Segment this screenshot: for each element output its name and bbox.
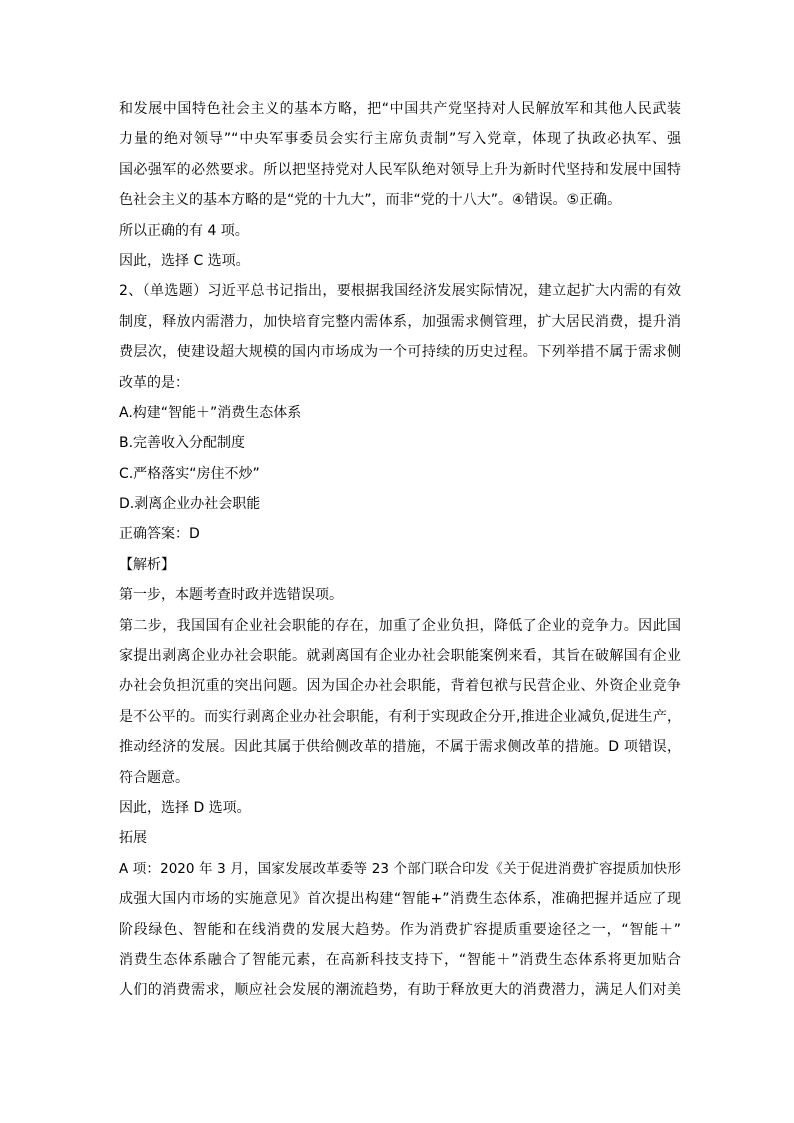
text-line: 改革的是： xyxy=(119,374,189,391)
text-line: 因此，选择 C 选项。 xyxy=(119,252,250,269)
text-line: 正确答案：D xyxy=(119,526,200,543)
text-line: 成强大国内市场的实施意见》首次提出构建“智能+”消费生态体系，准确把握并适应了现 xyxy=(119,891,681,908)
text-line: C.严格落实“房住不炒” xyxy=(119,465,260,482)
text-line: 推动经济的发展。因此其属于供给侧改革的措施，不属于需求侧改革的措施。D 项错误， xyxy=(119,739,681,756)
text-line: 第二步，我国国有企业社会职能的存在，加重了企业负担，降低了企业的竞争力。因此国 xyxy=(119,617,681,634)
text-line: A.构建“智能＋”消费生态体系 xyxy=(119,404,302,421)
text-line: 费层次，使建设超大规模的国内市场成为一个可持续的历史过程。下列举措不属于需求侧 xyxy=(119,344,681,361)
text-line: 办社会负担沉重的突出问题。因为国企办社会职能，背着包袱与民营企业、外资企业竞争 xyxy=(119,678,681,695)
text-line: 【解析】 xyxy=(119,556,175,573)
text-line: B.完善收入分配制度 xyxy=(119,435,246,452)
text-line: D.剥离企业办社会职能 xyxy=(119,496,261,513)
text-line: 符合题意。 xyxy=(119,769,189,786)
text-line: 所以正确的有 4 项。 xyxy=(119,222,249,239)
text-line: 色社会主义的基本方略的是“党的十九大”，而非“党的十八大”。④错误。⑤正确。 xyxy=(119,192,622,209)
text-line: 阶段绿色、智能和在线消费的发展大趋势。作为消费扩容提质重要途径之一，“智能＋” xyxy=(119,921,681,938)
text-line: A 项：2020 年 3 月，国家发展改革委等 23 个部门联合印发《关于促进消费扩容提质加快形 xyxy=(119,860,681,877)
text-line: 家提出剥离企业办社会职能。就剥离国有企业办社会职能案例来看，其旨在破解国有企业 xyxy=(119,648,681,665)
document-body xyxy=(119,94,681,1006)
text-line: 制度，释放内需潜力，加快培育完整内需体系，加强需求侧管理，扩大居民消费，提升消 xyxy=(119,313,681,330)
text-line: 力量的绝对领导”“中央军事委员会实行主席负责制”写入党章，体现了执政必执军、强 xyxy=(119,131,681,148)
text-line: 是不公平的。而实行剥离企业办社会职能，有利于实现政企分开,推进企业减负,促进生产， xyxy=(119,708,681,725)
text-line: 消费生态体系融合了智能元素，在高新科技支持下，“智能＋”消费生态体系将更加贴合 xyxy=(119,951,681,968)
text-line: 和发展中国特色社会主义的基本方略，把“中国共产党坚持对人民解放军和其他人民武装 xyxy=(119,101,681,117)
text-line: 因此，选择 D 选项。 xyxy=(119,799,251,816)
text-line: 国必强军的必然要求。所以把坚持党对人民军队绝对领导上升为新时代坚持和发展中国特 xyxy=(119,161,681,178)
text-line: 人们的消费需求，顺应社会发展的潮流趋势，有助于释放更大的消费潜力，满足人们对美 xyxy=(119,982,681,999)
text-line: 拓展 xyxy=(119,830,147,847)
text-line: 2、（单选题）习近平总书记指出，要根据我国经济发展实际情况，建立起扩大内需的有效 xyxy=(119,283,681,300)
text-line: 第一步，本题考查时政并选错误项。 xyxy=(119,587,343,604)
